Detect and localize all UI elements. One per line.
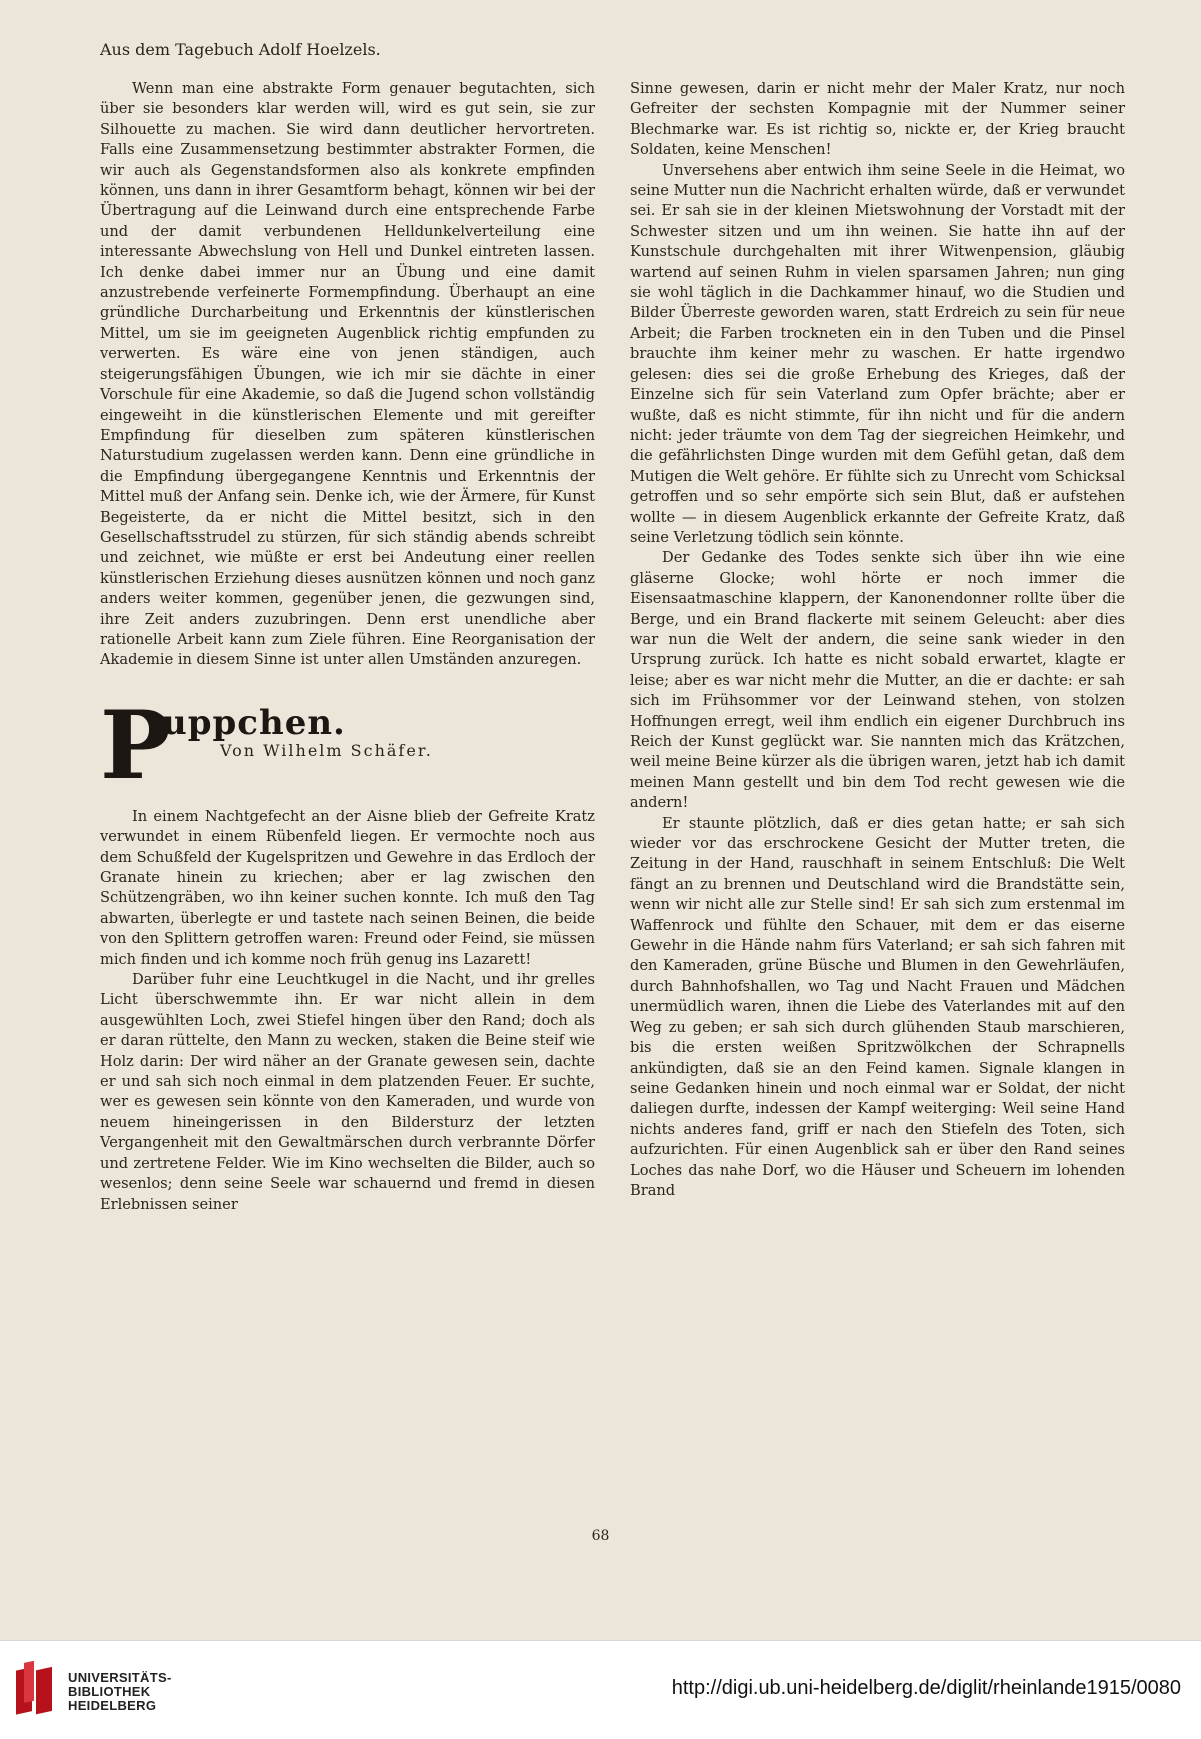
story-heading bbox=[100, 690, 595, 801]
library-name-line: UNIVERSITÄTS- bbox=[68, 1670, 172, 1685]
permalink-url[interactable]: http://digi.ub.uni-heidelberg.de/diglit/rheinlande1915/0080 bbox=[671, 1677, 1181, 1699]
running-head: Aus dem Tagebuch Adolf Hoelzels. bbox=[100, 40, 381, 59]
digitization-footer bbox=[0, 1640, 1201, 1739]
story-title: uppchen. bbox=[162, 702, 346, 743]
story-paragraph: Sinne gewesen, darin er nicht mehr der Maler Kratz, nur noch Gefreiter der sechsten Kompagnie mit der Nummer seiner Blechmarke war. Es ist richtig so, nickte er, der Krieg braucht Soldaten, keine Menschen! bbox=[630, 80, 1125, 159]
right-column bbox=[630, 79, 1125, 1201]
page-number: 68 bbox=[591, 1528, 610, 1544]
story-paragraph: In einem Nachtgefecht an der Aisne blieb der Gefreite Kratz verwundet in einem Rübenfeld liegen. Er vermochte noch aus dem Schußfeld der Kugelspritzen und Gewehre in das Erdloch der Granate hinein zu kriechen; aber er lag zwischen den Schützengräben, wo ihn keiner suchen konnte. Ich muß den Tag abwarten, überlegte er und tastete nach seinen Beinen, die beide von den Splittern getroffen waren: Freund oder Feind, sie müssen mich finden und ich komme noch früh genug ins Lazarett! bbox=[100, 807, 595, 968]
library-name-line: HEIDELBERG bbox=[68, 1698, 157, 1713]
story-paragraph: Unversehens aber entwich ihm seine Seele in die Heimat, wo seine Mutter nun die Nachricht erhalten würde, daß er verwundet sei. Er sah sie in der kleinen Mietswohnung der Vorstadt mit der Schwester sitzen und um ihn weinen. Sie hatte ihn auf der Kunstschule durchgehalten mit ihrer Witwenpension, gläubig wartend auf seinen Ruhm in vielen sparsamen Jahren; nun ging sie wohl täglich in die Dachkammer hinauf, wo die Studien und Bilder Überreste geworden waren, statt Erdreich zu sein für neue Arbeit; die Farben trockneten ein in den Tuben und die Pinsel brauchte ihm keiner mehr zu waschen. Er hatte irgendwo gelesen: dies sei die große Erhebung des Krieges, daß der Einzelne sich für sein Vaterland zum Opfer brächte; aber er wußte, daß es nicht stimmte, für ihn nicht und für die andern nicht: jeder träumte von dem Tag der siegreichen Heimkehr, und die gefährlichsten Dinge wurden mit dem Gefühl getan, daß dem Mutigen die Welt gehöre. Er fühlte sich zu Unrecht vom Schicksal getroffen und so sehr empörte sich sein Blut, daß er aufstehen wollte — in diesem Augenblick erkannte der Gefreite Kratz, daß seine Verletzung tödlich sein könnte. bbox=[630, 161, 1125, 546]
university-library-logo-icon bbox=[14, 1661, 62, 1721]
left-column bbox=[100, 79, 595, 1215]
story-paragraph: Der Gedanke des Todes senkte sich über ihn wie eine gläserne Glocke; wohl hörte er noch immer die Eisensaatmaschine klappern, der Kanonendonner rollte über die Berge, und ein Brand flackerte mit seinem Geleucht: aber dies war nun die Welt der andern, die seine sank wieder in den Ursprung zurück. Ich hatte es nicht sobald erwartet, klagte er leise; aber es war nicht mehr die Mutter, an die er dachte: er sah sich im Frühsommer vor der Leinwand stehen, von stolzen Hoffnungen erregt, weil ihm endlich ein eigener Durchbruch ins Reich der Kunst geglückt war. Sie nannten mich das Krätzchen, weil meine Beine kürzer als die übrigen waren, jetzt hab ich damit meinen Mann gestellt und bin dem Tod recht gewesen wie die andern! bbox=[630, 549, 1125, 812]
essay-paragraph: Wenn man eine abstrakte Form genauer begutachten, sich über sie besonders klar werden will, wird es gut sein, sie zur Silhouette zu machen. Sie wird dann deutlicher hervortreten. Falls eine Zusammensetzung bestimmter abstrakter Formen, die wir auch als Gegenstandsformen also als konkrete empfinden können, uns dann in ihrer Gesamtform behagt, können wir bei der Übertragung auf die Leinwand durch eine entsprechende Farbe und der damit verbundenen Helldunkelverteilung eine interessante Abwechslung von Hell und Dunkel eintreten lassen. Ich denke dabei immer nur an Übung und eine damit anzustrebende verfeinerte Formempfindung. Überhaupt an eine gründliche Durcharbeitung und Erkenntnis der künstlerischen Mittel, um sie im geeigneten Augenblick richtig empfunden zu verwerten. Es wäre eine von jenen ständigen, auch steigerungsfähigen Übungen, wie ich mir sie dächte in einer Vorschule für eine Akademie, so daß die Jugend schon vollständig eingeweiht in die künstlerischen Elemente und mit gereifter Empfindung für dieselben zum späteren künstlerischen Naturstudium zugelassen werden kann. Denn eine gründliche in die Empfindung übergegangene Kenntnis und Erkenntnis der Mittel muß der Anfang sein. Denke ich, wie der Ärmere, für Kunst Begeisterte, da er nicht die Mittel besitzt, sich in den Gesellschaftsstrudel zu stürzen, für sich ständig abends schreibt und zeichnet, wie müßte er erst bei Andeutung einer reellen künstlerischen Erziehung dieses ausnützen können und noch ganz anders weiter kommen, gegenüber jenen, die gezwungen sind, ihre Zeit anders zuzubringen. Denn erst unendliche aber rationelle Arbeit kann zum Ziele führen. Eine Reorganisation der Akademie in diesem Sinne ist unter allen Umständen anzuregen. bbox=[100, 80, 595, 669]
byline: Von Wilhelm Schäfer. bbox=[220, 741, 433, 761]
story-paragraph: Darüber fuhr eine Leuchtkugel in die Nacht, und ihr grelles Licht überschwemmte ihn. Er war nicht allein in dem ausgewühlten Loch, zwei Stiefel hingen über den Rand; doch als er daran rüttelte, den Mann zu wecken, staken die Beine steif wie Holz darin: Der wird näher an der Granate gewesen sein, dachte er und sah sich noch einmal in dem platzenden Feuer. Er suchte, wer es gewesen sein könnte von den Kameraden, und wurde von neuem hineingerissen in den Bildersturz der letzten Vergangenheit mit den Gewaltmärschen durch verbrannte Dörfer und zertretene Felder. Wie im Kino wechselten die Bilder, auch so wesenlos; denn seine Seele war schauernd und fremd in diesen Erlebnissen seiner bbox=[100, 971, 595, 1213]
library-name bbox=[68, 1671, 172, 1713]
story-paragraph: Er staunte plötzlich, daß er dies getan hatte; er sah sich wieder vor das erschrockene Gesicht der Mutter treten, die Zeitung in der Hand, rauschhaft in seinem Entschluß: Die Welt fängt an zu brennen und Deutschland wird die Brandstätte sein, wenn wir nicht alle zur Stelle sind! Er sah sich zum erstenmal im Waffenrock und fühlte den Schauer, mit dem er das eiserne Gewehr in die Hände nahm fürs Vaterland; er sah sich fahren mit den Kameraden, grüne Büsche und Blumen in den Gewehrläufen, durch Bahnhofshallen, wo Tag und Nacht Frauen und Mädchen unermüdlich waren, ihnen die Liebe des Vaterlandes mit auf den Weg zu geben; er sah sich durch glühenden Staub marschieren, bis die ersten weißen Spritzwölkchen der Schrapnells ankündigten, daß sie an den Feind kamen. Signale klangen in seine Gedanken hinein und noch einmal war er Soldat, der nicht daliegen durfte, indessen der Kampf weiterging: Weil seine Hand nichts anderes fand, griff er nach den Stiefeln des Toten, sich aufzurichten. Für einen Augenblick sah er über den Rand seines Loches das nahe Dorf, wo die Häuser und Scheuern im lohenden Brand bbox=[630, 814, 1125, 1199]
library-name-line: BIBLIOTHEK bbox=[68, 1684, 151, 1699]
decorative-initial: P bbox=[100, 690, 171, 801]
